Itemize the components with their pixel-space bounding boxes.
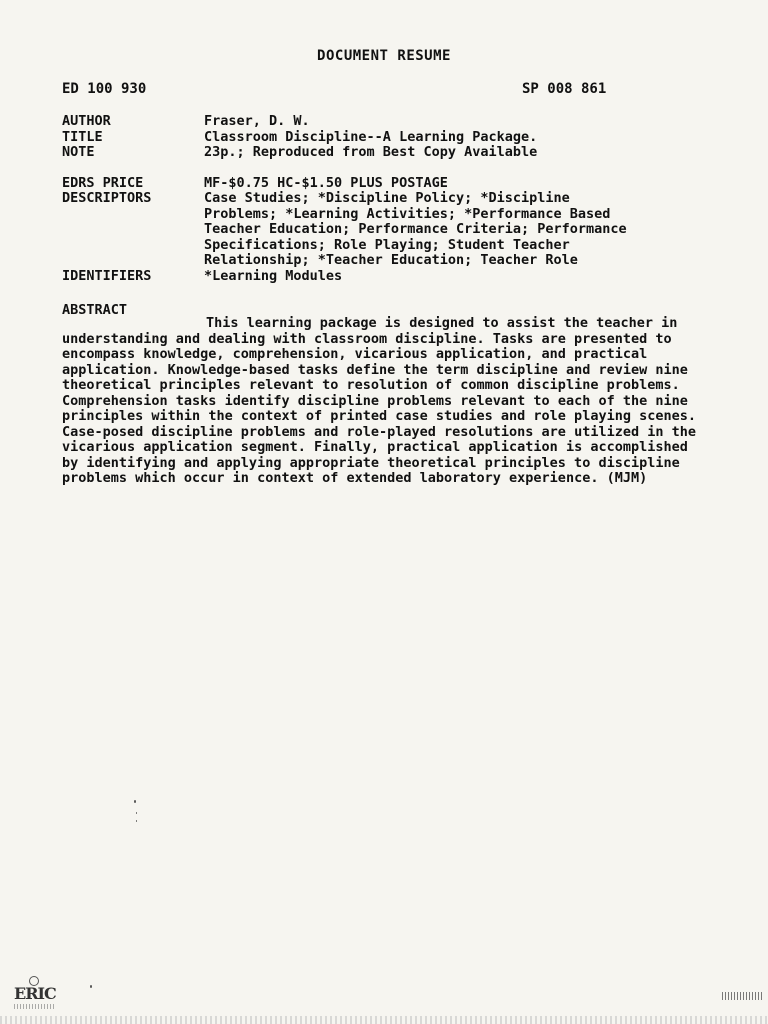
- abstract-line: are presented to encompass knowledge, comprehension, vicarious: [62, 330, 672, 362]
- descriptors-line: Relationship; *Teacher Education; Teacher Role: [204, 252, 578, 268]
- eric-logo-text: ERIC: [14, 984, 56, 1003]
- author-value: Fraser, D. W.: [204, 113, 310, 129]
- identifiers-label: IDENTIFIERS: [62, 268, 152, 284]
- abstract-line: within the context of printed case studies and role playing scenes.: [151, 408, 696, 424]
- ed-number: ED 100 930: [62, 81, 147, 97]
- scan-noise: [722, 992, 762, 1000]
- abstract-line: This learning package is designed to assist the: [206, 315, 589, 331]
- descriptors-line: Teacher Education; Performance Criteria; Performance: [204, 221, 627, 237]
- abstract-line: of extended laboratory experience. (MJM): [322, 470, 648, 486]
- abstract-line: application, and practical application. Knowledge-based tasks define: [62, 346, 648, 378]
- document-title: DOCUMENT RESUME: [317, 48, 451, 64]
- scan-edge: [0, 1016, 768, 1024]
- scan-speck: [136, 820, 137, 822]
- sp-number: SP 008 861: [522, 81, 607, 97]
- scan-speck: [134, 800, 136, 803]
- note-label: NOTE: [62, 144, 95, 160]
- identifiers-value: *Learning Modules: [204, 268, 343, 284]
- abstract-line: identify discipline problems relevant to each of the nine principles: [62, 392, 688, 424]
- descriptors-line: Specifications; Role Playing; Student Teacher: [204, 236, 570, 253]
- abstract-line: utilized in the vicarious application segment. Finally, practical: [62, 423, 696, 455]
- descriptors-value: [204, 191, 704, 269]
- eric-logo-subline: [14, 1004, 56, 1009]
- abstract-line: application is accomplished by identifying and applying appropriate: [62, 439, 688, 471]
- abstract-body: [62, 316, 702, 487]
- abstract-line: Case-posed discipline problems and role-played resolutions are: [62, 423, 566, 440]
- scan-speck: [136, 812, 137, 814]
- price-value: MF-$0.75 HC-$1.50 PLUS POSTAGE: [204, 175, 448, 191]
- abstract-line: teacher in understanding and dealing with classroom discipline. Tasks: [62, 315, 678, 347]
- descriptors-line: Problems; *Learning Activities; *Performance Based: [204, 205, 611, 222]
- scan-speck: [90, 985, 92, 988]
- abstract-line: the term discipline and review nine theoretical principles relevant: [62, 361, 688, 393]
- title-label: TITLE: [62, 129, 103, 145]
- abstract-line: to resolution of common discipline problems. Comprehension tasks: [62, 377, 680, 409]
- abstract-line: theoretical principles to discipline problems which occur in context: [62, 454, 680, 486]
- price-label: EDRS PRICE: [62, 175, 144, 191]
- title-value: Classroom Discipline--A Learning Package.: [204, 129, 538, 145]
- eric-logo: [10, 976, 58, 1016]
- descriptors-line: Case Studies; *Discipline Policy; *Discipline: [204, 190, 570, 206]
- note-value: 23p.; Reproduced from Best Copy Available: [204, 144, 538, 160]
- abstract-label: ABSTRACT: [62, 302, 128, 318]
- descriptors-label: DESCRIPTORS: [62, 190, 152, 206]
- author-label: AUTHOR: [62, 113, 111, 129]
